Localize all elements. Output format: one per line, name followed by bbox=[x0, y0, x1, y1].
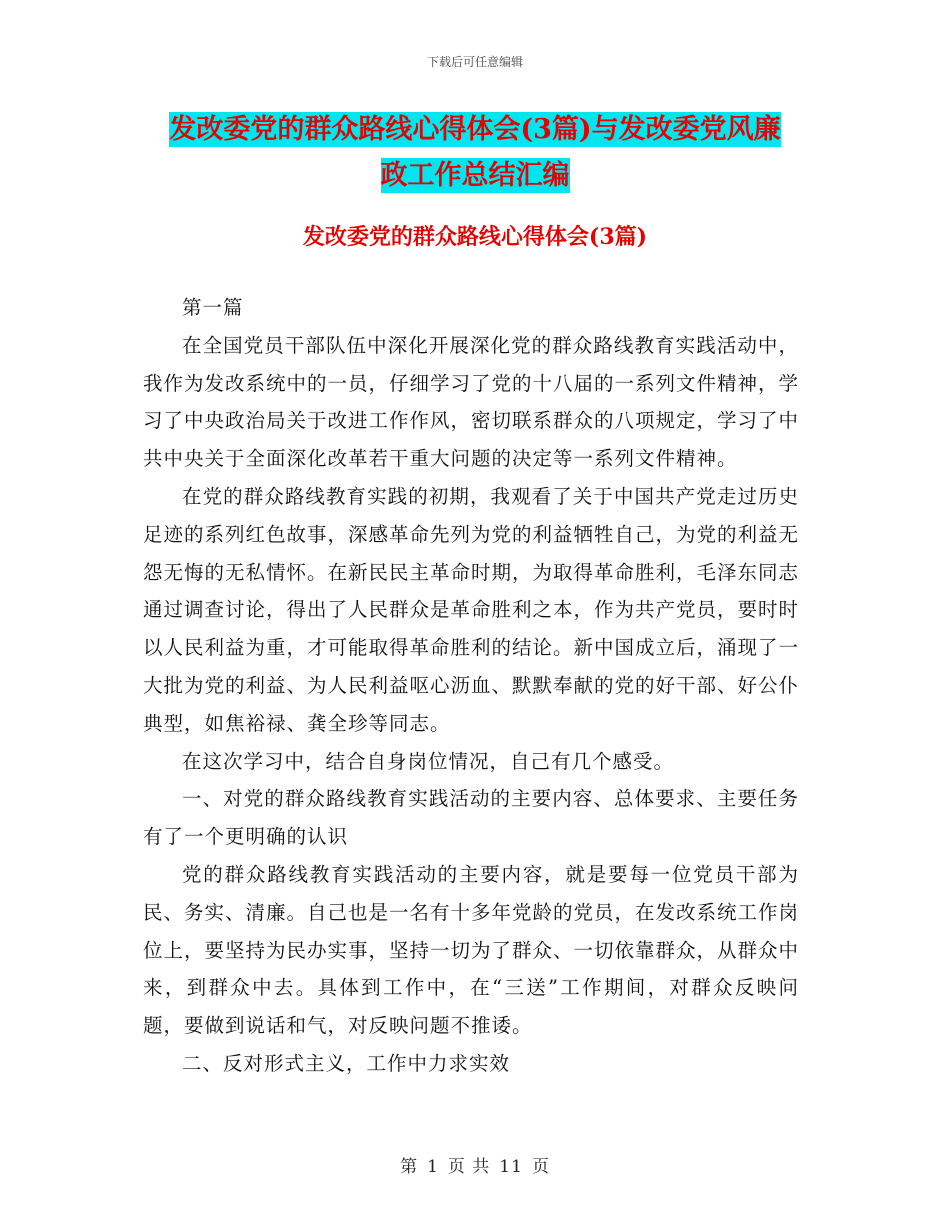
footer-suffix: 页 bbox=[531, 1157, 550, 1177]
current-page-number: 1 bbox=[427, 1157, 439, 1177]
footer-middle: 页 共 bbox=[447, 1157, 491, 1177]
page-footer bbox=[0, 1152, 950, 1177]
document-title-line-2-text: 政工作总结汇编 bbox=[380, 160, 570, 191]
paragraph-heading-1: 一、对党的群众路线教育实践活动的主要内容、总体要求、主要任务有了一个更明确的认识 bbox=[143, 787, 799, 849]
document-title-line-1-text: 发改委党的群众路线心得体会(3篇)与发改委党风廉 bbox=[169, 114, 781, 145]
document-title-line-1 bbox=[0, 106, 950, 153]
paragraph: 党的群众路线教育实践活动的主要内容，就是要每一位党员干部为民、务实、清廉。自己也是一名有十多年党龄的党员，在发改系统工作岗位上，要坚持为民办实事，坚持一切为了群众、一切依靠群众，从群众中来，到群众中去。具体到工作中，在“三送”工作期间，对群众反映问题，要做到说话和气，对反映问题不推诿。 bbox=[143, 862, 800, 1038]
paragraph: 在这次学习中，结合自身岗位情况，自己有几个感受。 bbox=[182, 749, 675, 773]
header-note: 下载后可任意编辑 bbox=[426, 55, 523, 69]
paragraph: 在全国党员干部队伍中深化开展深化党的群众路线教育实践活动中，我作为发改系统中的一员，仔细学习了党的十八届的一系列文件精神，学习了中央政治局关于改进工作作风，密切联系群众的八项规定，学习了中共中央关于全面深化改革若干重大问题的决定等一系列文件精神。 bbox=[143, 333, 800, 471]
total-page-count: 11 bbox=[499, 1157, 523, 1177]
document-title-line-2 bbox=[0, 152, 950, 199]
paragraph-part-label: 第一篇 bbox=[182, 296, 244, 319]
footer-prefix: 第 bbox=[400, 1157, 419, 1177]
paragraph: 在党的群众路线教育实践的初期，我观看了关于中国共产党走过历史足迹的系列红色故事，深感革命先列为党的利益牺牲自己，为党的利益无怨无悔的无私情怀。在新民民主革命时期，为取得革命胜利，毛泽东同志通过调查讨论，得出了人民群众是革命胜利之本，作为共产党员，要时时以人民利益为重，才可能取得革命胜利的结论。新中国成立后，涌现了一大批为党的利益、为人民利益呕心沥血、默默奉献的党的好干部、好公仆典型，如焦裕禄、龚全珍等同志。 bbox=[143, 484, 800, 735]
paragraph-heading-2: 二、反对形式主义，工作中力求实效 bbox=[182, 1051, 511, 1075]
document-body bbox=[143, 289, 799, 1083]
section-title: 发改委党的群众路线心得体会(3篇) bbox=[302, 224, 648, 250]
